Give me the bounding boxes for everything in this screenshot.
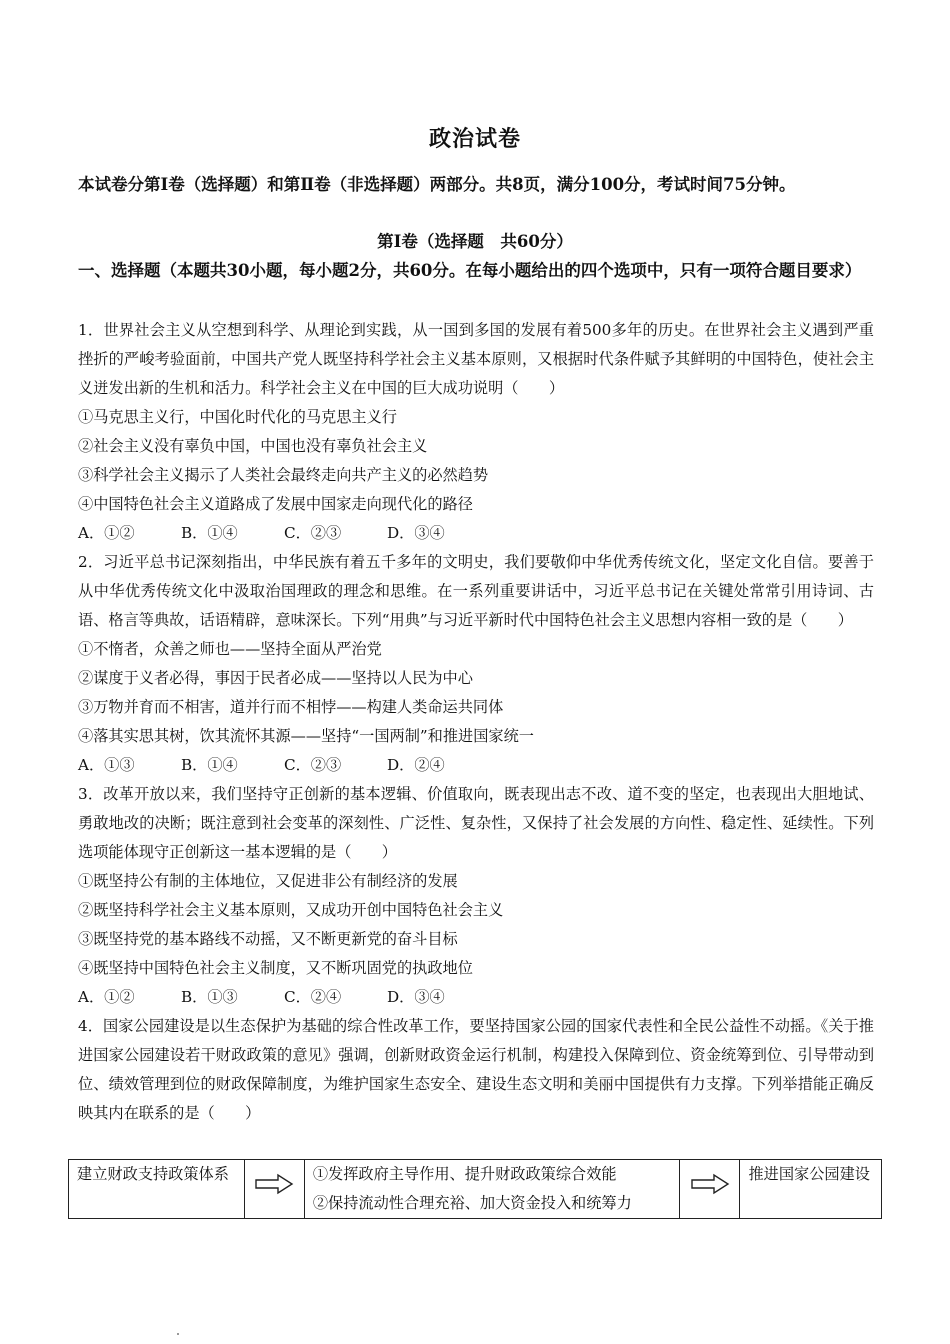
question-1 bbox=[78, 316, 874, 548]
page-title: 政治试卷 bbox=[428, 126, 521, 152]
question-2 bbox=[78, 548, 874, 780]
option-b: B．①④ bbox=[181, 524, 238, 542]
answer-options bbox=[78, 983, 874, 1012]
flow-table bbox=[68, 1159, 882, 1219]
section-heading: 第Ⅰ卷（选择题 共60分） bbox=[377, 232, 573, 251]
question-4 bbox=[78, 1012, 874, 1128]
flow-arrow-cell bbox=[244, 1160, 304, 1219]
question-item: ④既坚持中国特色社会主义制度，又不断巩固党的执政地位 bbox=[78, 959, 473, 977]
answer-options bbox=[78, 751, 874, 780]
question-stem: 3．改革开放以来，我们坚持守正创新的基本逻辑、价值取向，既表现出志不改、道不变的坚定，也表现出大胆地试、勇敢地改的决断；既注意到社会变革的深刻性、广泛性、复杂性，又保持了社会发展的方向性、稳定性、延续性。下列选项能体现守正创新这一基本逻辑的是（ ） bbox=[78, 785, 874, 861]
question-item: ①既坚持公有制的主体地位，又促进非公有制经济的发展 bbox=[78, 872, 458, 890]
question-item: ③万物并育而不相害，道并行而不相悖——构建人类命运共同体 bbox=[78, 698, 504, 716]
question-item: ②既坚持科学社会主义基本原则，又成功开创中国特色社会主义 bbox=[78, 901, 504, 919]
option-d: D．②④ bbox=[387, 756, 445, 774]
answer-options bbox=[78, 519, 874, 548]
question-3 bbox=[78, 780, 874, 1012]
question-stem: 1．世界社会主义从空想到科学、从理论到实践，从一国到多国的发展有着500多年的历史。在世界社会主义遇到严重挫折的严峻考验面前，中国共产党人既坚持科学社会主义基本原则，又根据时代条件赋予其鲜明的中国特色，使社会主义迸发出新的生机和活力。科学社会主义在中国的巨大成功说明（ ） bbox=[78, 321, 874, 397]
question-stem: 4．国家公园建设是以生态保护为基础的综合性改革工作，要坚持国家公园的国家代表性和全民公益性不动摇。《关于推进国家公园建设若干财政政策的意见》强调，创新财政资金运行机制，构建投入保障到位、资金统筹到位、引导带动到位、绩效管理到位的财政保障制度，为维护国家生态安全、建设生态文明和美丽中国提供有力支撑。下列举措能正确反映其内在联系的是（ ） bbox=[78, 1017, 874, 1122]
option-c: C．②④ bbox=[284, 988, 342, 1006]
question-item: ③科学社会主义揭示了人类社会最终走向共产主义的必然趋势 bbox=[78, 466, 489, 484]
hollow-right-arrow-icon bbox=[690, 1173, 730, 1195]
option-d: D．③④ bbox=[387, 988, 445, 1006]
option-b: B．①③ bbox=[181, 988, 238, 1006]
question-item: ④落其实思其树，饮其流怀其源——坚持“一国两制”和推进国家统一 bbox=[78, 727, 534, 745]
question-item: ①马克思主义行，中国化时代化的马克思主义行 bbox=[78, 408, 397, 426]
option-d: D．③④ bbox=[387, 524, 445, 542]
option-c: C．②③ bbox=[284, 524, 342, 542]
hollow-right-arrow-icon bbox=[254, 1173, 294, 1195]
flow-cell-start: 建立财政支持政策体系 bbox=[69, 1160, 245, 1219]
question-item: ①不惰者，众善之师也——坚持全面从严治党 bbox=[78, 640, 382, 658]
question-stem: 2．习近平总书记深刻指出，中华民族有着五千多年的文明史，我们要敬仰中华优秀传统文化，坚定文化自信。要善于从中华优秀传统文化中汲取治国理政的理念和思维。在一系列重要讲话中，习近平总书记在关键处常常引用诗词、古语、格言等典故，话语精辟，意味深长。下列“用典”与习近平新时代中国特色社会主义思想内容相一致的是（ ） bbox=[78, 553, 874, 629]
question-item: ③既坚持党的基本路线不动摇，又不断更新党的奋斗目标 bbox=[78, 930, 458, 948]
flow-cell-measures bbox=[304, 1160, 679, 1219]
flow-measure-2: ②保持流动性合理充裕、加大资金投入和统筹力 bbox=[312, 1194, 632, 1212]
option-a: A．①② bbox=[78, 988, 135, 1006]
question-list bbox=[78, 316, 874, 1128]
question-item: ②谋度于义者必得，事因于民者必成——坚持以人民为中心 bbox=[78, 669, 473, 687]
flow-measure-1: ①发挥政府主导作用、提升财政政策综合效能 bbox=[312, 1165, 617, 1183]
question-item: ②社会主义没有辜负中国，中国也没有辜负社会主义 bbox=[78, 437, 428, 455]
flow-arrow-cell bbox=[680, 1160, 740, 1219]
option-a: A．①② bbox=[78, 524, 135, 542]
option-a: A．①③ bbox=[78, 756, 135, 774]
page-speck bbox=[177, 1333, 179, 1335]
option-c: C．②③ bbox=[284, 756, 342, 774]
exam-intro: 本试卷分第Ⅰ卷（选择题）和第Ⅱ卷（非选择题）两部分。共8页，满分100分，考试时间75分钟。 bbox=[78, 175, 796, 194]
question-item: ④中国特色社会主义道路成了发展中国家走向现代化的路径 bbox=[78, 495, 473, 513]
flow-cell-end: 推进国家公园建设 bbox=[740, 1160, 882, 1219]
part-heading: 一、选择题（本题共30小题，每小题2分，共60分。在每小题给出的四个选项中，只有一项符合题目要求） bbox=[78, 261, 862, 280]
option-b: B．①④ bbox=[181, 756, 238, 774]
